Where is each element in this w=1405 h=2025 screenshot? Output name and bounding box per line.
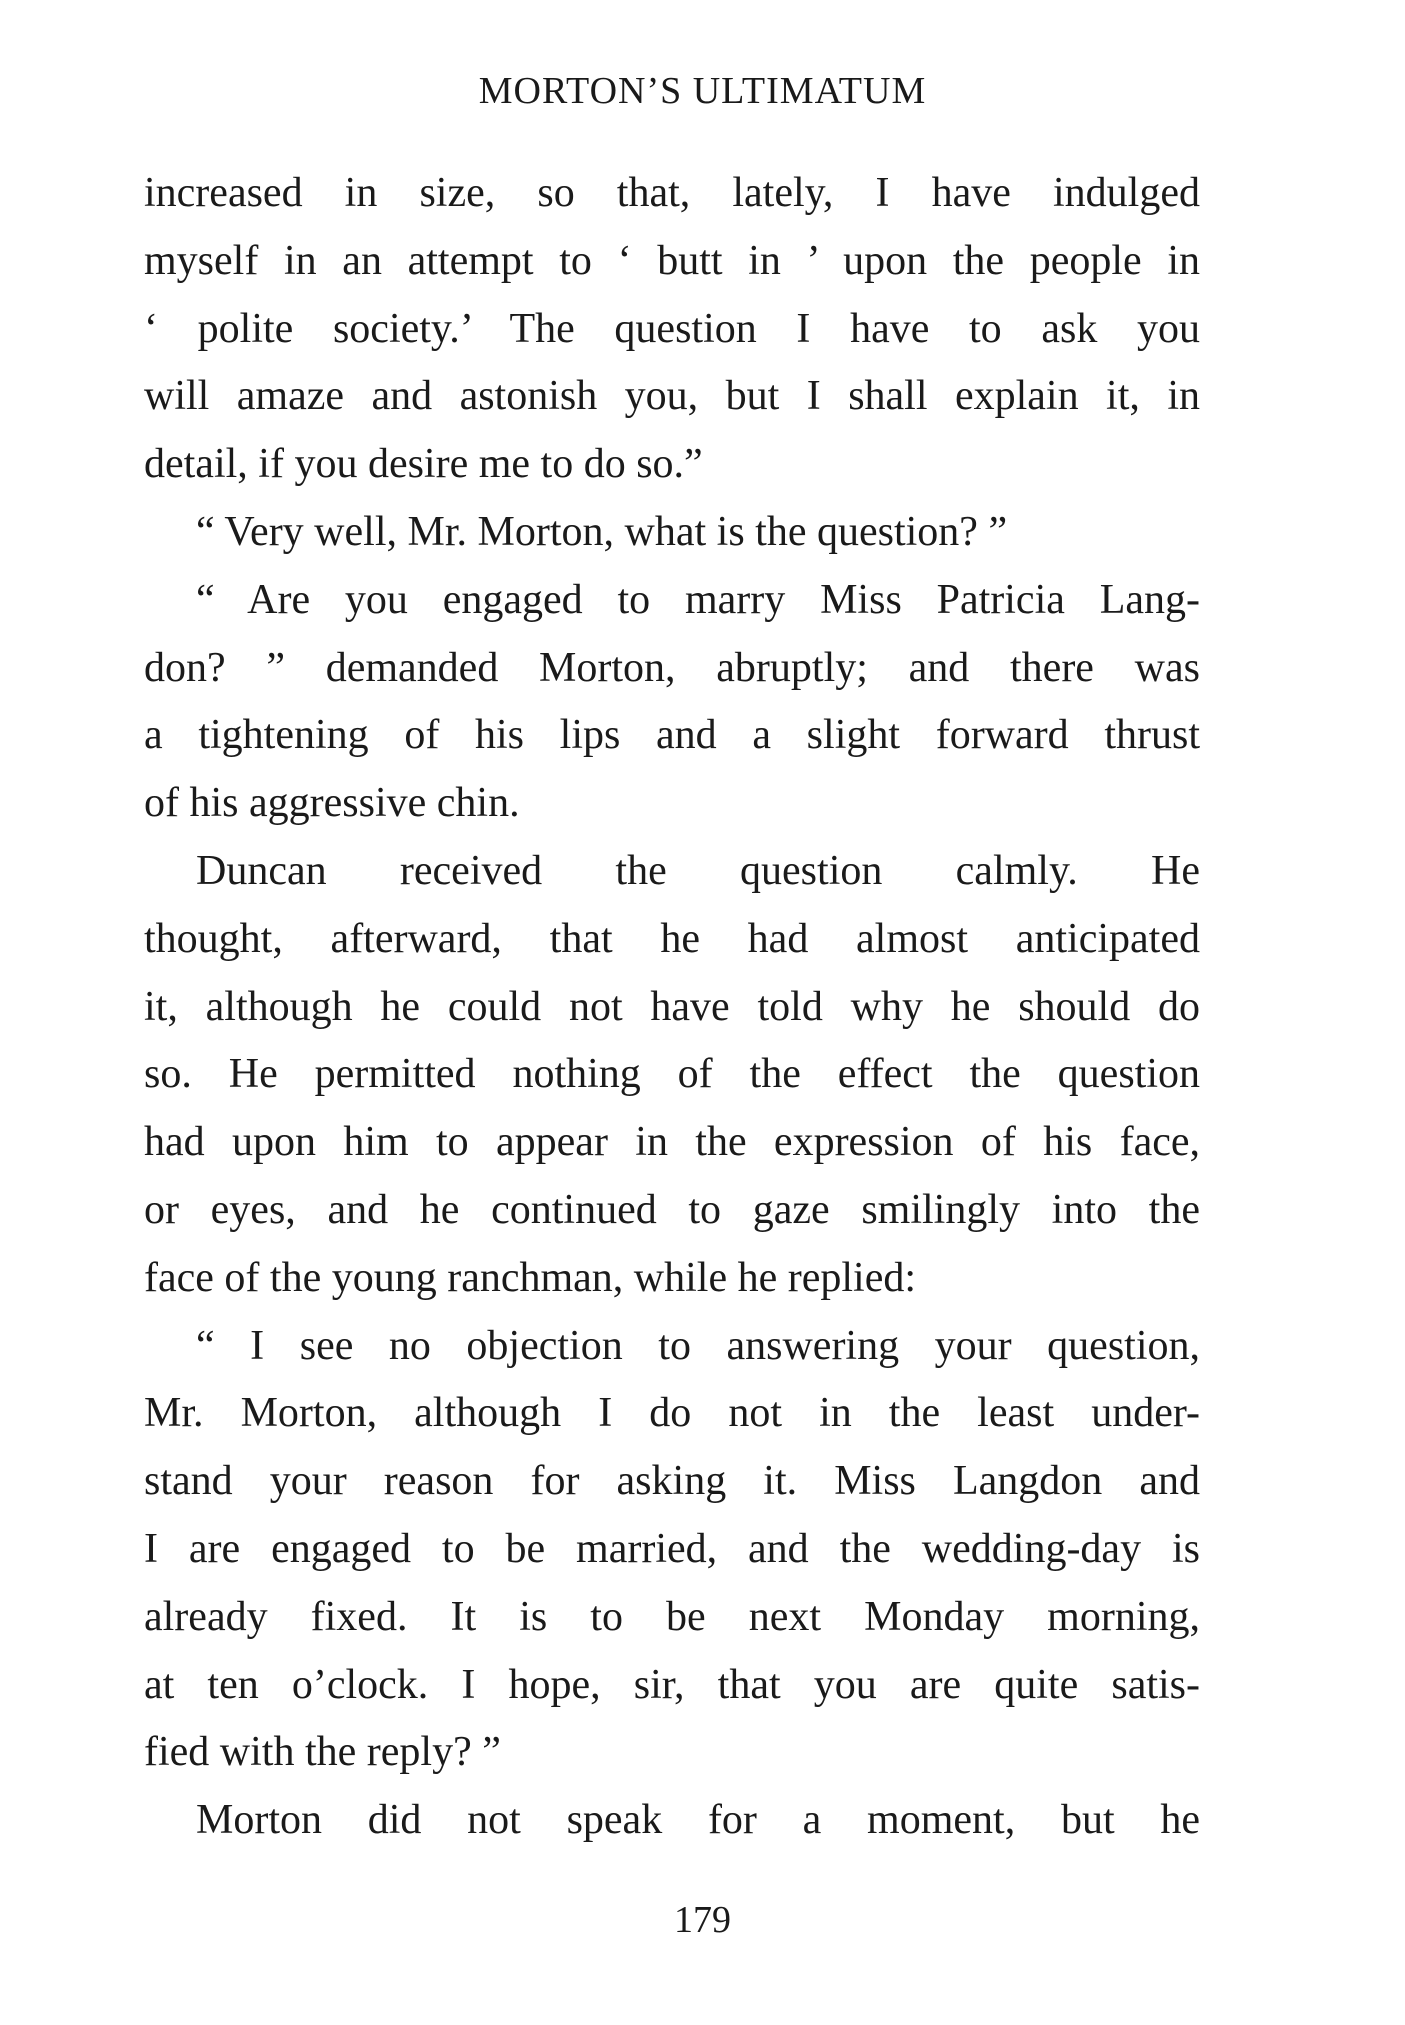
- body-text: [144, 160, 1200, 1855]
- text-line: detail, if you desire me to do so.”: [144, 441, 703, 488]
- text-line: will amaze and astonish you, but I shall explain it, in: [144, 373, 1200, 420]
- text-line: “ Very well, Mr. Morton, what is the question? ”: [196, 508, 1008, 555]
- text-line: so. He permitted nothing of the effect the question: [144, 1051, 1200, 1098]
- text-line: face of the young ranchman, while he replied:: [144, 1254, 917, 1301]
- text-line: “ I see no objection to answering your question,: [196, 1322, 1200, 1369]
- text-line: ‘ polite society.’ The question I have to ask you: [144, 305, 1200, 352]
- text-line: at ten o’clock. I hope, sir, that you are quite satis-: [144, 1661, 1200, 1708]
- page-number: 179: [674, 1899, 731, 1941]
- text-line: I are engaged to be married, and the wedding-day is: [144, 1525, 1200, 1572]
- running-title: MORTON’S ULTIMATUM: [478, 70, 927, 112]
- text-line: fied with the reply? ”: [144, 1729, 501, 1776]
- text-line: Duncan received the question calmly. He: [196, 847, 1200, 894]
- text-line: of his aggressive chin.: [144, 780, 520, 827]
- text-line: Mr. Morton, although I do not in the least under-: [144, 1390, 1200, 1437]
- text-line: thought, afterward, that he had almost anticipated: [144, 915, 1200, 962]
- text-line: it, although he could not have told why he should do: [144, 983, 1200, 1030]
- text-line: or eyes, and he continued to gaze smilingly into the: [144, 1186, 1200, 1233]
- text-line: Morton did not speak for a moment, but he: [196, 1797, 1200, 1844]
- text-line: myself in an attempt to ‘ butt in ’ upon the people in: [144, 237, 1200, 284]
- text-line: already fixed. It is to be next Monday morning,: [144, 1593, 1200, 1640]
- text-line: don? ” demanded Morton, abruptly; and there was: [144, 644, 1200, 691]
- text-line: “ Are you engaged to marry Miss Patricia Lang-: [196, 576, 1200, 623]
- text-line: increased in size, so that, lately, I have indulged: [144, 170, 1200, 216]
- text-line: had upon him to appear in the expression of his face,: [144, 1119, 1200, 1166]
- text-line: stand your reason for asking it. Miss Langdon and: [144, 1458, 1200, 1505]
- text-line: a tightening of his lips and a slight forward thrust: [144, 712, 1200, 759]
